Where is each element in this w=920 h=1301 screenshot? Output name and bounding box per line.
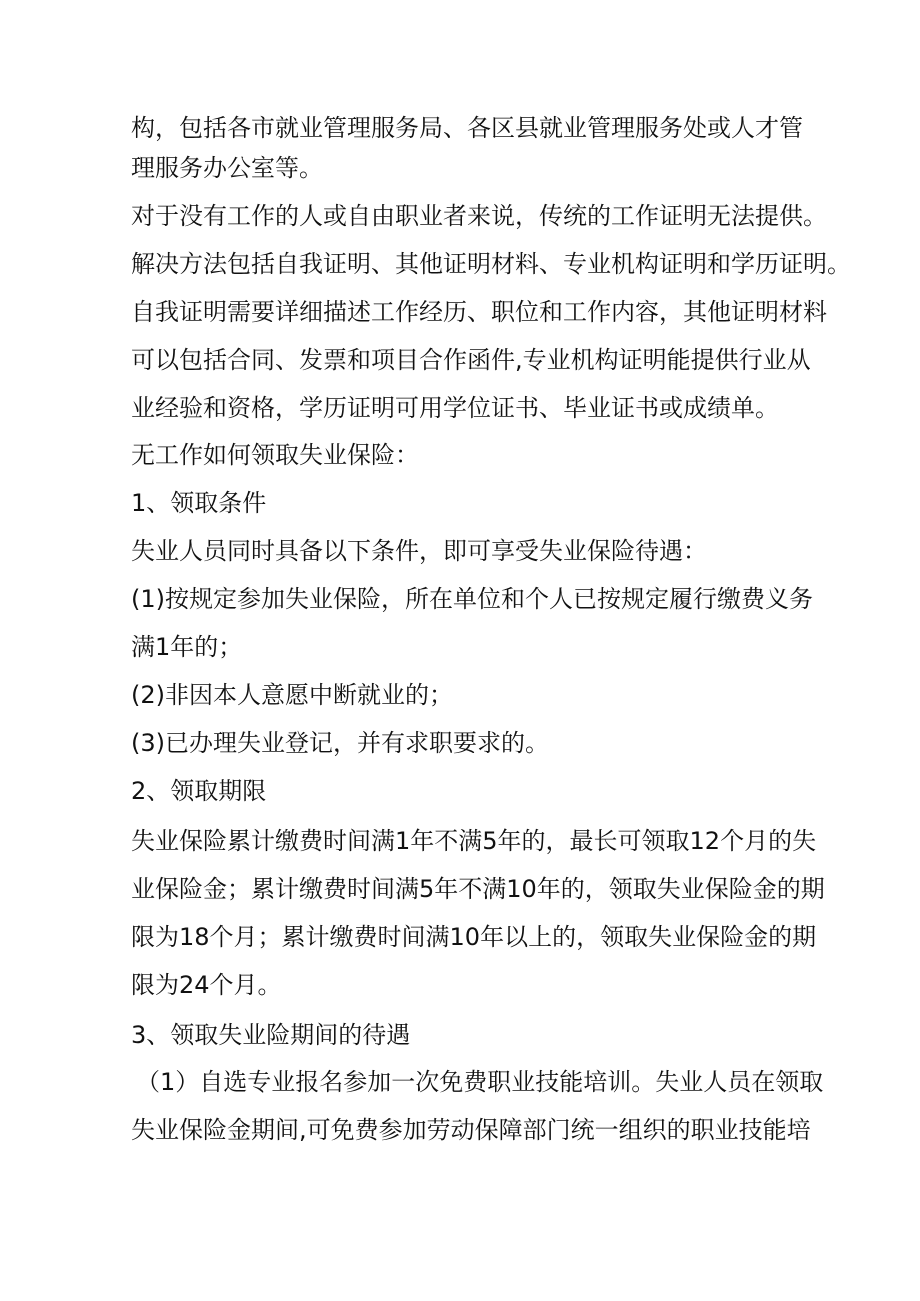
paragraph-line: 对于没有工作的人或自由职业者来说，传统的工作证明无法提供。 [131, 202, 827, 230]
list-item-line: (1)按规定参加失业保险，所在单位和个人已按规定履行缴费义务 [131, 585, 813, 613]
list-item-line: （1）自选专业报名参加一次免费职业技能培训。失业人员在领取 [136, 1068, 824, 1096]
subsection-heading: 3、领取失业险期间的待遇 [131, 1021, 411, 1049]
paragraph-line: 理服务办公室等。 [131, 154, 323, 182]
paragraph-line: 自我证明需要详细描述工作经历、职位和工作内容，其他证明材料 [131, 298, 827, 326]
subsection-heading: 1、领取条件 [131, 489, 267, 517]
paragraph-line: 失业保险金期间,可免费参加劳动保障部门统一组织的职业技能培 [131, 1116, 811, 1144]
paragraph-line: 业经验和资格，学历证明可用学位证书、毕业证书或成绩单。 [131, 394, 779, 422]
paragraph-line: 限为24个月。 [131, 971, 282, 999]
list-item-line: (2)非因本人意愿中断就业的； [131, 681, 453, 709]
section-heading: 无工作如何领取失业保险： [131, 441, 419, 469]
list-item-line: 满1年的； [131, 633, 243, 661]
paragraph-line: 失业保险累计缴费时间满1年不满5年的，最长可领取12个月的失 [131, 827, 817, 855]
paragraph-line: 失业人员同时具备以下条件，即可享受失业保险待遇： [131, 537, 707, 565]
subsection-heading: 2、领取期限 [131, 777, 267, 805]
list-item-line: (3)已办理失业登记，并有求职要求的。 [131, 729, 549, 757]
paragraph-line: 限为18个月；累计缴费时间满10年以上的，领取失业保险金的期 [131, 923, 817, 951]
paragraph-line: 解决方法包括自我证明、其他证明材料、专业机构证明和学历证明。 [131, 250, 851, 278]
paragraph-line: 业保险金；累计缴费时间满5年不满10年的，领取失业保险金的期 [131, 875, 825, 903]
paragraph-line: 可以包括合同、发票和项目合作函件,专业机构证明能提供行业从 [131, 346, 811, 374]
paragraph-line: 构，包括各市就业管理服务局、各区县就业管理服务处或人才管 [131, 114, 803, 142]
